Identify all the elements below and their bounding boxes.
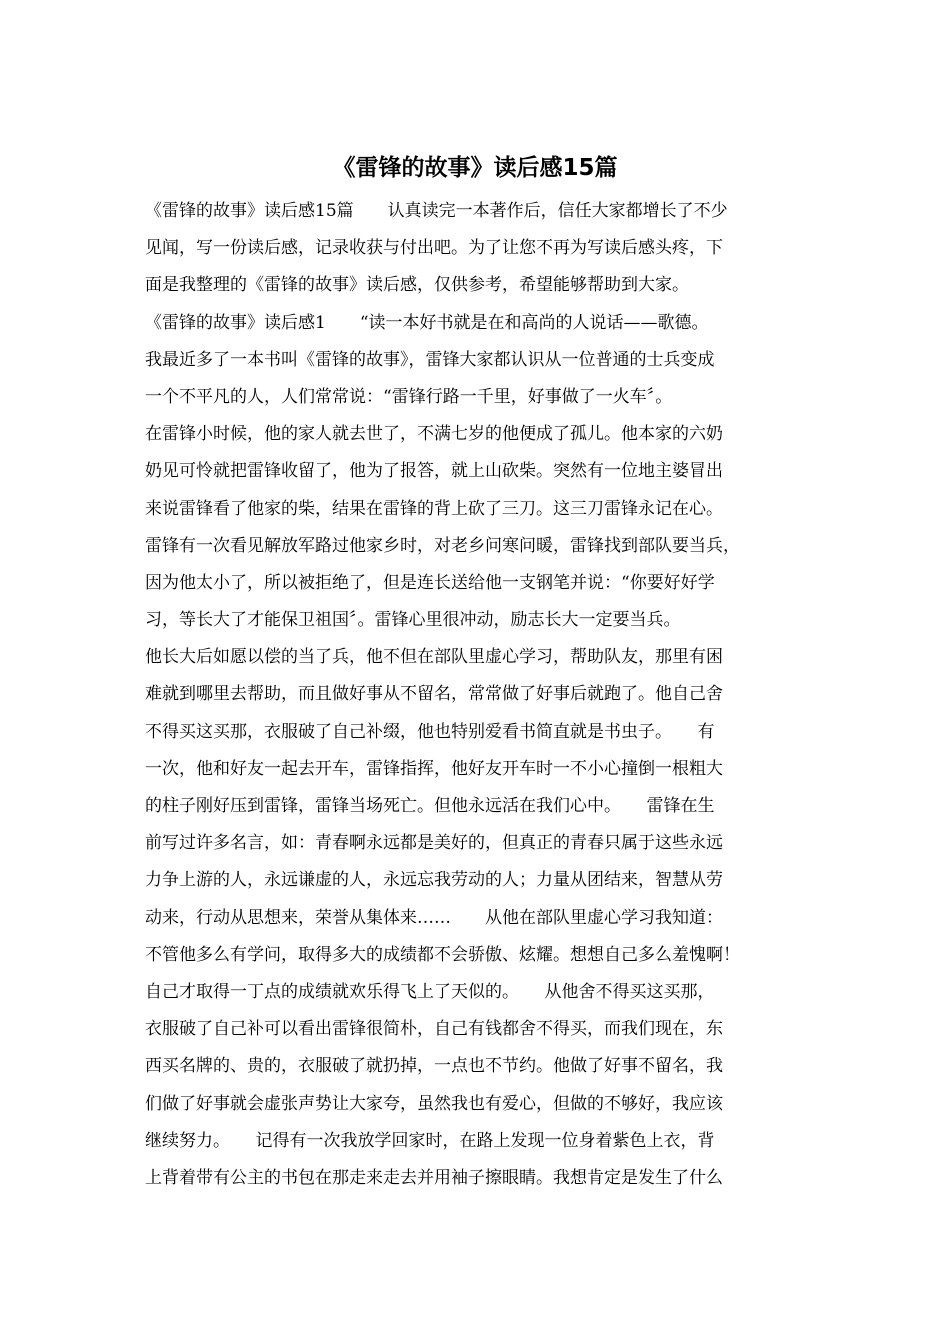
text-line: 西买名牌的、贵的，衣服破了就扔掉，一点也不节约。他做了好事不留名，我 (145, 1056, 723, 1077)
text-line: 的柱子刚好压到雷锋，雷锋当场死亡。但他永远活在我们心中。 雷锋在生 (145, 796, 715, 816)
text-line: 自己才取得一丁点的成绩就欢乐得飞上了天似的。 从他舍不得买这买那， (145, 981, 715, 1002)
text-line: 衣服破了自己补可以看出雷锋很简朴，自己有钱都舍不得买，而我们现在，东 (145, 1019, 723, 1040)
text-line: 见闻，写一份读后感，记录收获与付出吧。为了让您不再为写读后感头疼，下 (145, 238, 723, 259)
text-line: 因为他太小了，所以被拒绝了，但是连长送给他一支钢笔并说：“你要好好学 (145, 572, 715, 593)
text-line: 动来，行动从思想来，荣誉从集体来…… 从他在部队里虚心学习我知道： (145, 907, 723, 928)
text-line: 《雷锋的故事》读后感15篇 认真读完一本著作后，信任大家都增长了不少 (145, 201, 728, 221)
text-line: 难就到哪里去帮助，而且做好事从不留名，常常做了好事后就跑了。他自己舍 (145, 684, 723, 705)
document-body (145, 193, 825, 1197)
text-line: 不管他多么有学问，取得多大的成绩都不会骄傲、炫耀。想想自己多么羞愧啊！ (145, 944, 740, 965)
text-line: 奶见可怜就把雷锋收留了，他为了报答，就上山砍柴。突然有一位地主婆冒出 (145, 461, 723, 482)
text-line: 不得买这买那，衣服破了自己补缀，他也特别爱看书简直就是书虫子。 有 (145, 721, 715, 742)
text-line: 在雷锋小时候，他的家人就去世了，不满七岁的他便成了孤儿。他本家的六奶 (145, 424, 723, 445)
text-line: 雷锋有一次看见解放军路过他家乡时，对老乡问寒问暖，雷锋找到部队要当兵， (145, 535, 740, 556)
document-title: 《雷锋的故事》读后感15篇 (332, 155, 618, 181)
text-line: 一个不平凡的人，人们常常说：“雷锋行路一千里，好事做了一火车〞。 (145, 386, 673, 407)
text-line: 前写过许多名言，如：青春啊永远都是美好的，但真正的青春只属于这些永远 (145, 833, 723, 854)
text-line: 习，等长大了才能保卫祖国〞。雷锋心里很冲动，励志长大一定要当兵。 (145, 610, 681, 631)
text-line: 上背着带有公主的书包在那走来走去并用袖子擦眼睛。我想肯定是发生了什么 (145, 1167, 723, 1188)
text-line: 《雷锋的故事》读后感1 “读一本好书就是在和高尚的人说话——歌德。 (145, 312, 709, 333)
text-line: 他长大后如愿以偿的当了兵，他不但在部队里虚心学习，帮助队友，那里有困 (145, 647, 723, 668)
text-line: 们做了好事就会虚张声势让大家夸，虽然我也有爱心，但做的不够好，我应该 (145, 1093, 723, 1114)
text-line: 我最近多了一本书叫《雷锋的故事》，雷锋大家都认识从一位普通的士兵变成 (145, 349, 715, 370)
text-line: 来说雷锋看了他家的柴，结果在雷锋的背上砍了三刀。这三刀雷锋永记在心。 (145, 498, 723, 519)
text-line: 继续努力。 记得有一次我放学回家时，在路上发现一位身着紫色上衣，背 (145, 1130, 715, 1151)
text-line: 力争上游的人，永远谦虚的人，永远忘我劳动的人；力量从团结来，智慧从劳 (145, 870, 723, 891)
text-line: 面是我整理的《雷锋的故事》读后感，仅供参考，希望能够帮助到大家。 (145, 275, 689, 296)
text-line: 一次，他和好友一起去开车，雷锋指挥，他好友开车时一不小心撞倒一根粗大 (145, 758, 723, 779)
